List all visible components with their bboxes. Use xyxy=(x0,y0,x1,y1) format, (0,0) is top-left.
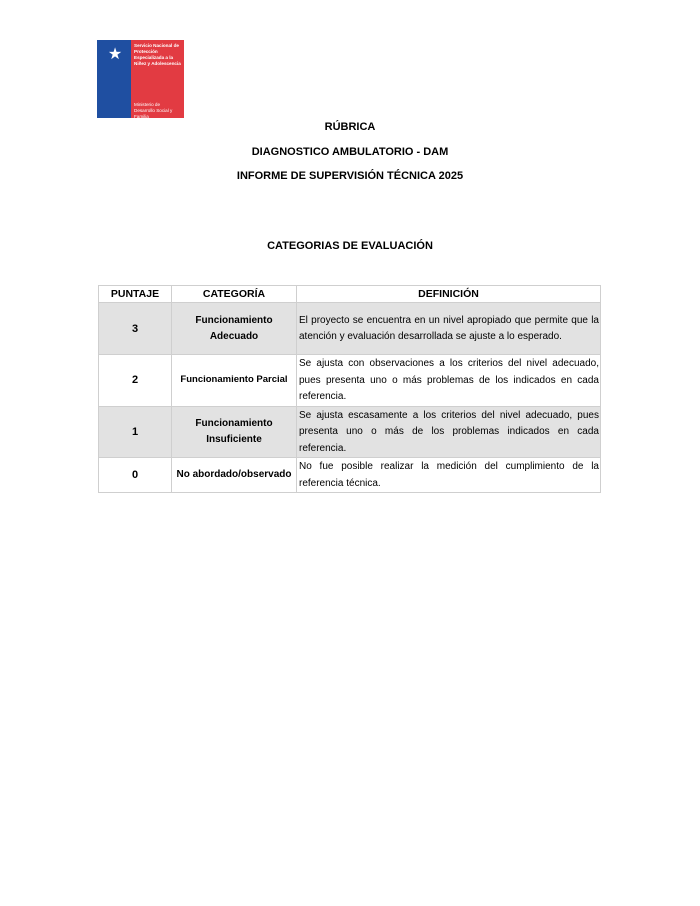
government-logo xyxy=(97,40,184,118)
table-header-row xyxy=(99,286,601,303)
category-cell: No abordado/observado xyxy=(172,458,297,493)
star-icon: ★ xyxy=(107,46,123,63)
category-cell: Funcionamiento Parcial xyxy=(172,355,297,407)
table-row xyxy=(99,406,601,458)
definition-cell: Se ajusta escasamente a los criterios del nivel adecuado, pues presenta uno o más de los problemas indicados en cada referencia. xyxy=(297,406,601,458)
score-cell: 0 xyxy=(99,458,172,493)
document-title: RÚBRICA xyxy=(324,121,376,133)
logo-ministry-name: Ministerio de Desarrollo Social y Familia xyxy=(134,102,173,119)
definition-cell: No fue posible realizar la medición del cumplimiento de la referencia técnica. xyxy=(297,458,601,493)
document-subtitle: DIAGNOSTICO AMBULATORIO - DAM xyxy=(251,146,449,158)
column-header-definition: DEFINICIÓN xyxy=(297,286,601,303)
definition-cell: Se ajusta con observaciones a los criterios del nivel adecuado, pues presenta uno o más problemas de los indicados en cada referencia. xyxy=(297,355,601,407)
logo-blue-block xyxy=(97,40,131,118)
category-cell: Funcionamiento Adecuado xyxy=(172,303,297,355)
report-title: INFORME DE SUPERVISIÓN TÉCNICA 2025 xyxy=(236,170,464,182)
column-header-score: PUNTAJE xyxy=(99,286,172,303)
logo-agency-name: Servicio Nacional de Protección Especializada a la Niñez y Adolescencia xyxy=(134,43,181,66)
evaluation-categories-table xyxy=(98,285,601,493)
table-row xyxy=(99,458,601,493)
score-cell: 3 xyxy=(99,303,172,355)
score-cell: 1 xyxy=(99,406,172,458)
column-header-category: CATEGORÍA xyxy=(172,286,297,303)
definition-cell: El proyecto se encuentra en un nivel apropiado que permite que la atención y evaluación desarrollada se ajuste a lo esperado. xyxy=(297,303,601,355)
section-title: CATEGORIAS DE EVALUACIÓN xyxy=(267,240,433,252)
table-row xyxy=(99,303,601,355)
table-row xyxy=(99,355,601,407)
category-cell: Funcionamiento Insuficiente xyxy=(172,406,297,458)
score-cell: 2 xyxy=(99,355,172,407)
